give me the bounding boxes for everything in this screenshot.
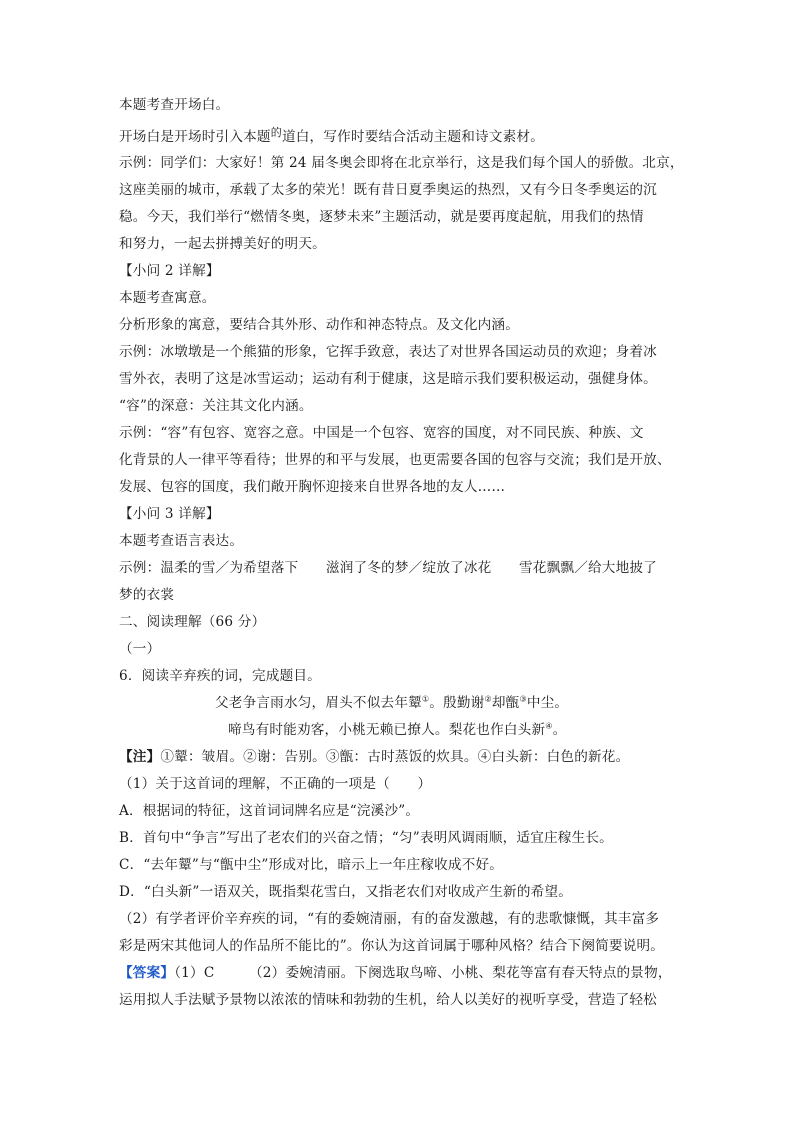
poem-text: 。 <box>552 722 567 738</box>
footnote-mark: ② <box>484 694 492 704</box>
section-heading: 【小问 3 详解】 <box>119 506 220 522</box>
answer-line <box>119 964 679 982</box>
text-line: 梦的衣裳 <box>119 587 175 603</box>
answer-label: 【答案】 <box>119 965 175 981</box>
option-a: A．根据词的特征，这首词词牌名应是“浣溪沙”。 <box>119 803 420 819</box>
text-line: 化背景的人一律平等看待；世界的和平与发展，也更需要各国的包容与交流；我们是开放、 <box>119 452 671 468</box>
text-line: “容”的深意：关注其文化内涵。 <box>119 398 313 414</box>
poem-text: 却甑 <box>491 695 520 711</box>
poem-text: 中尘。 <box>526 695 569 711</box>
answer-text: （1）C （2）委婉清丽。下阕选取鸟啼、小桃、梨花等富有春天特点的景物， <box>174 965 672 981</box>
text-line: 雪外衣，表明了这是冰雪运动；运动有利于健康，这是暗示我们要积极运动，强健身体。 <box>119 371 657 387</box>
note-line <box>119 748 679 766</box>
text-line: 分析形象的寓意，要结合其外形、动作和神态特点。及文化内涵。 <box>119 317 520 333</box>
poem-line <box>215 694 568 712</box>
text-line: 本题考查语言表达。 <box>119 533 244 549</box>
option-b: B．首句中“争言”写出了老农们的兴奋之情；“匀”表明风调雨顺，适宜庄稼生长。 <box>119 830 613 846</box>
poem-line <box>228 721 566 739</box>
text-span: 道白，写作时要结合活动主题和诗文素材。 <box>281 129 545 145</box>
text-line: 和努力，一起去拼搏美好的明天。 <box>119 236 326 252</box>
poem-text: 父老争言雨水匀，眉头不似去年颦 <box>215 695 422 711</box>
section-heading: 【小问 2 详解】 <box>119 263 220 279</box>
text-line: 示例：“容”有包容、宽容之意。中国是一个包容、宽容的国度，对不同民族、种族、文 <box>119 425 644 441</box>
question-stem: 彩是两宋其他词人的作品所不能比的”。你认为这首词属于哪种风格？结合下阕简要说明。 <box>119 938 665 954</box>
text-line <box>119 128 679 147</box>
note-label: 【注】 <box>119 749 161 765</box>
text-line: 这座美丽的城市，承载了太多的荣光！既有昔日夏季奥运的热烈，又有今日冬季奥运的沉 <box>119 182 657 198</box>
text-line: 示例：温柔的雪／为希望落下 滋润了冬的梦／绽放了冰花 雪花飘飘／给大地披了 <box>119 560 657 576</box>
note-text: ①颦：皱眉。②谢：告别。③甑：古时蒸饭的炊具。④白头新：白色的新花。 <box>160 749 630 765</box>
footnote-mark: ① <box>421 694 430 704</box>
footnote-mark: ③ <box>519 694 527 704</box>
section-heading: 二、阅读理解（66 分） <box>119 614 266 630</box>
poem-text: 。殷勤谢 <box>429 695 485 711</box>
answer-line: 运用拟人手法赋予景物以浓浓的情味和勃勃的生机，给人以美好的视听享受，营造了轻松 <box>119 992 657 1008</box>
footnote-mark: ④ <box>545 721 553 731</box>
text-line: 示例：冰墩墩是一个熊猫的形象，它挥手致意，表达了对世界各国运动员的欢迎；身着冰 <box>119 344 657 360</box>
text-line: 稳。今天，我们举行“燃情冬奥，逐梦未来”主题活动，就是要再度起航，用我们的热情 <box>119 209 644 225</box>
poem-text: 啼鸟有时能劝客，小桃无赖已撩人。梨花也作白头新 <box>228 722 546 738</box>
text-span: 的 <box>270 126 282 139</box>
text-span: 开场白是开场时引入本题 <box>119 129 271 145</box>
option-d: D．“白头新”一语双关，既指梨花雪白，又指老农们对收成产生新的希望。 <box>119 884 573 900</box>
question-stem: （2）有学者评价辛弃疾的词，“有的委婉清丽，有的奋发激越，有的悲歌慷慨，其丰富多 <box>119 911 660 927</box>
text-line: 本题考查开场白。 <box>119 97 230 113</box>
question-stem: （1）关于这首词的理解，不正确的一项是（ ） <box>119 776 432 792</box>
text-line: 本题考查寓意。 <box>119 290 216 306</box>
question-title: 6．阅读辛弃疾的词，完成题目。 <box>119 668 321 684</box>
text-line: 发展、包容的国度，我们敞开胸怀迎接来自世界各地的友人…… <box>119 479 506 495</box>
text-line: （一） <box>119 641 161 657</box>
option-c: C．“去年颦”与“甑中尘”形成对比，暗示上一年庄稼收成不好。 <box>119 857 504 873</box>
text-line: 示例：同学们：大家好！第 24 届冬奥会即将在北京举行，这是我们每个国人的骄傲。北京， <box>119 155 684 171</box>
